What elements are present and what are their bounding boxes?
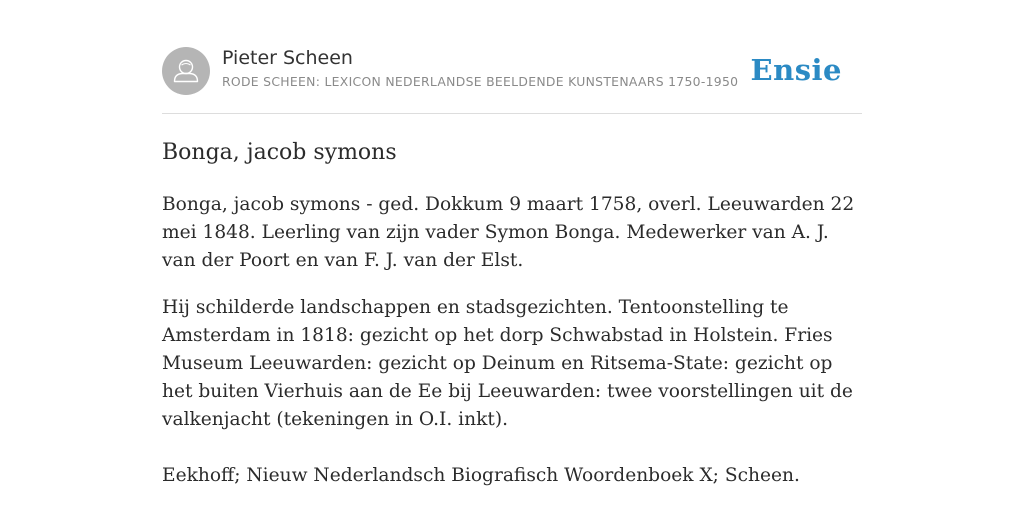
entry-paragraph: Hij schilderde landschappen en stadsgezichten. Tentoonstelling te Amsterdam in 1818: gezicht op het dorp Schwabstad in Holstein. Fries Museum Leeuwarden: gezicht op Deinum en Ritsema-State: gezicht op het buiten Vierhuis aan de Ee bij Leeuwarden: twee voorstellingen uit de valkenjacht (tekeningen in O.I. inkt). bbox=[162, 297, 853, 430]
entry-body bbox=[162, 191, 862, 490]
author-avatar[interactable] bbox=[162, 47, 210, 95]
entry-title: Bonga, jacob symons bbox=[162, 140, 397, 165]
ensie-logo[interactable]: Ensie bbox=[750, 53, 842, 87]
author-name[interactable]: Pieter Scheen bbox=[222, 47, 353, 69]
source-title[interactable]: RODE SCHEEN: LEXICON NEDERLANDSE BEELDENDE KUNSTENAARS 1750-1950 bbox=[222, 74, 739, 89]
entry-card bbox=[162, 46, 862, 490]
entry-paragraph: Bonga, jacob symons - ged. Dokkum 9 maart 1758, overl. Leeuwarden 22 mei 1848. Leerling van zijn vader Symon Bonga. Medewerker van A. J. van der Poort en van F. J. van der Elst. bbox=[162, 194, 855, 271]
user-icon bbox=[162, 47, 210, 95]
entry-references: Eekhoff; Nieuw Nederlandsch Biografisch Woordenboek X; Scheen. bbox=[162, 465, 800, 486]
entry-header bbox=[162, 46, 862, 114]
